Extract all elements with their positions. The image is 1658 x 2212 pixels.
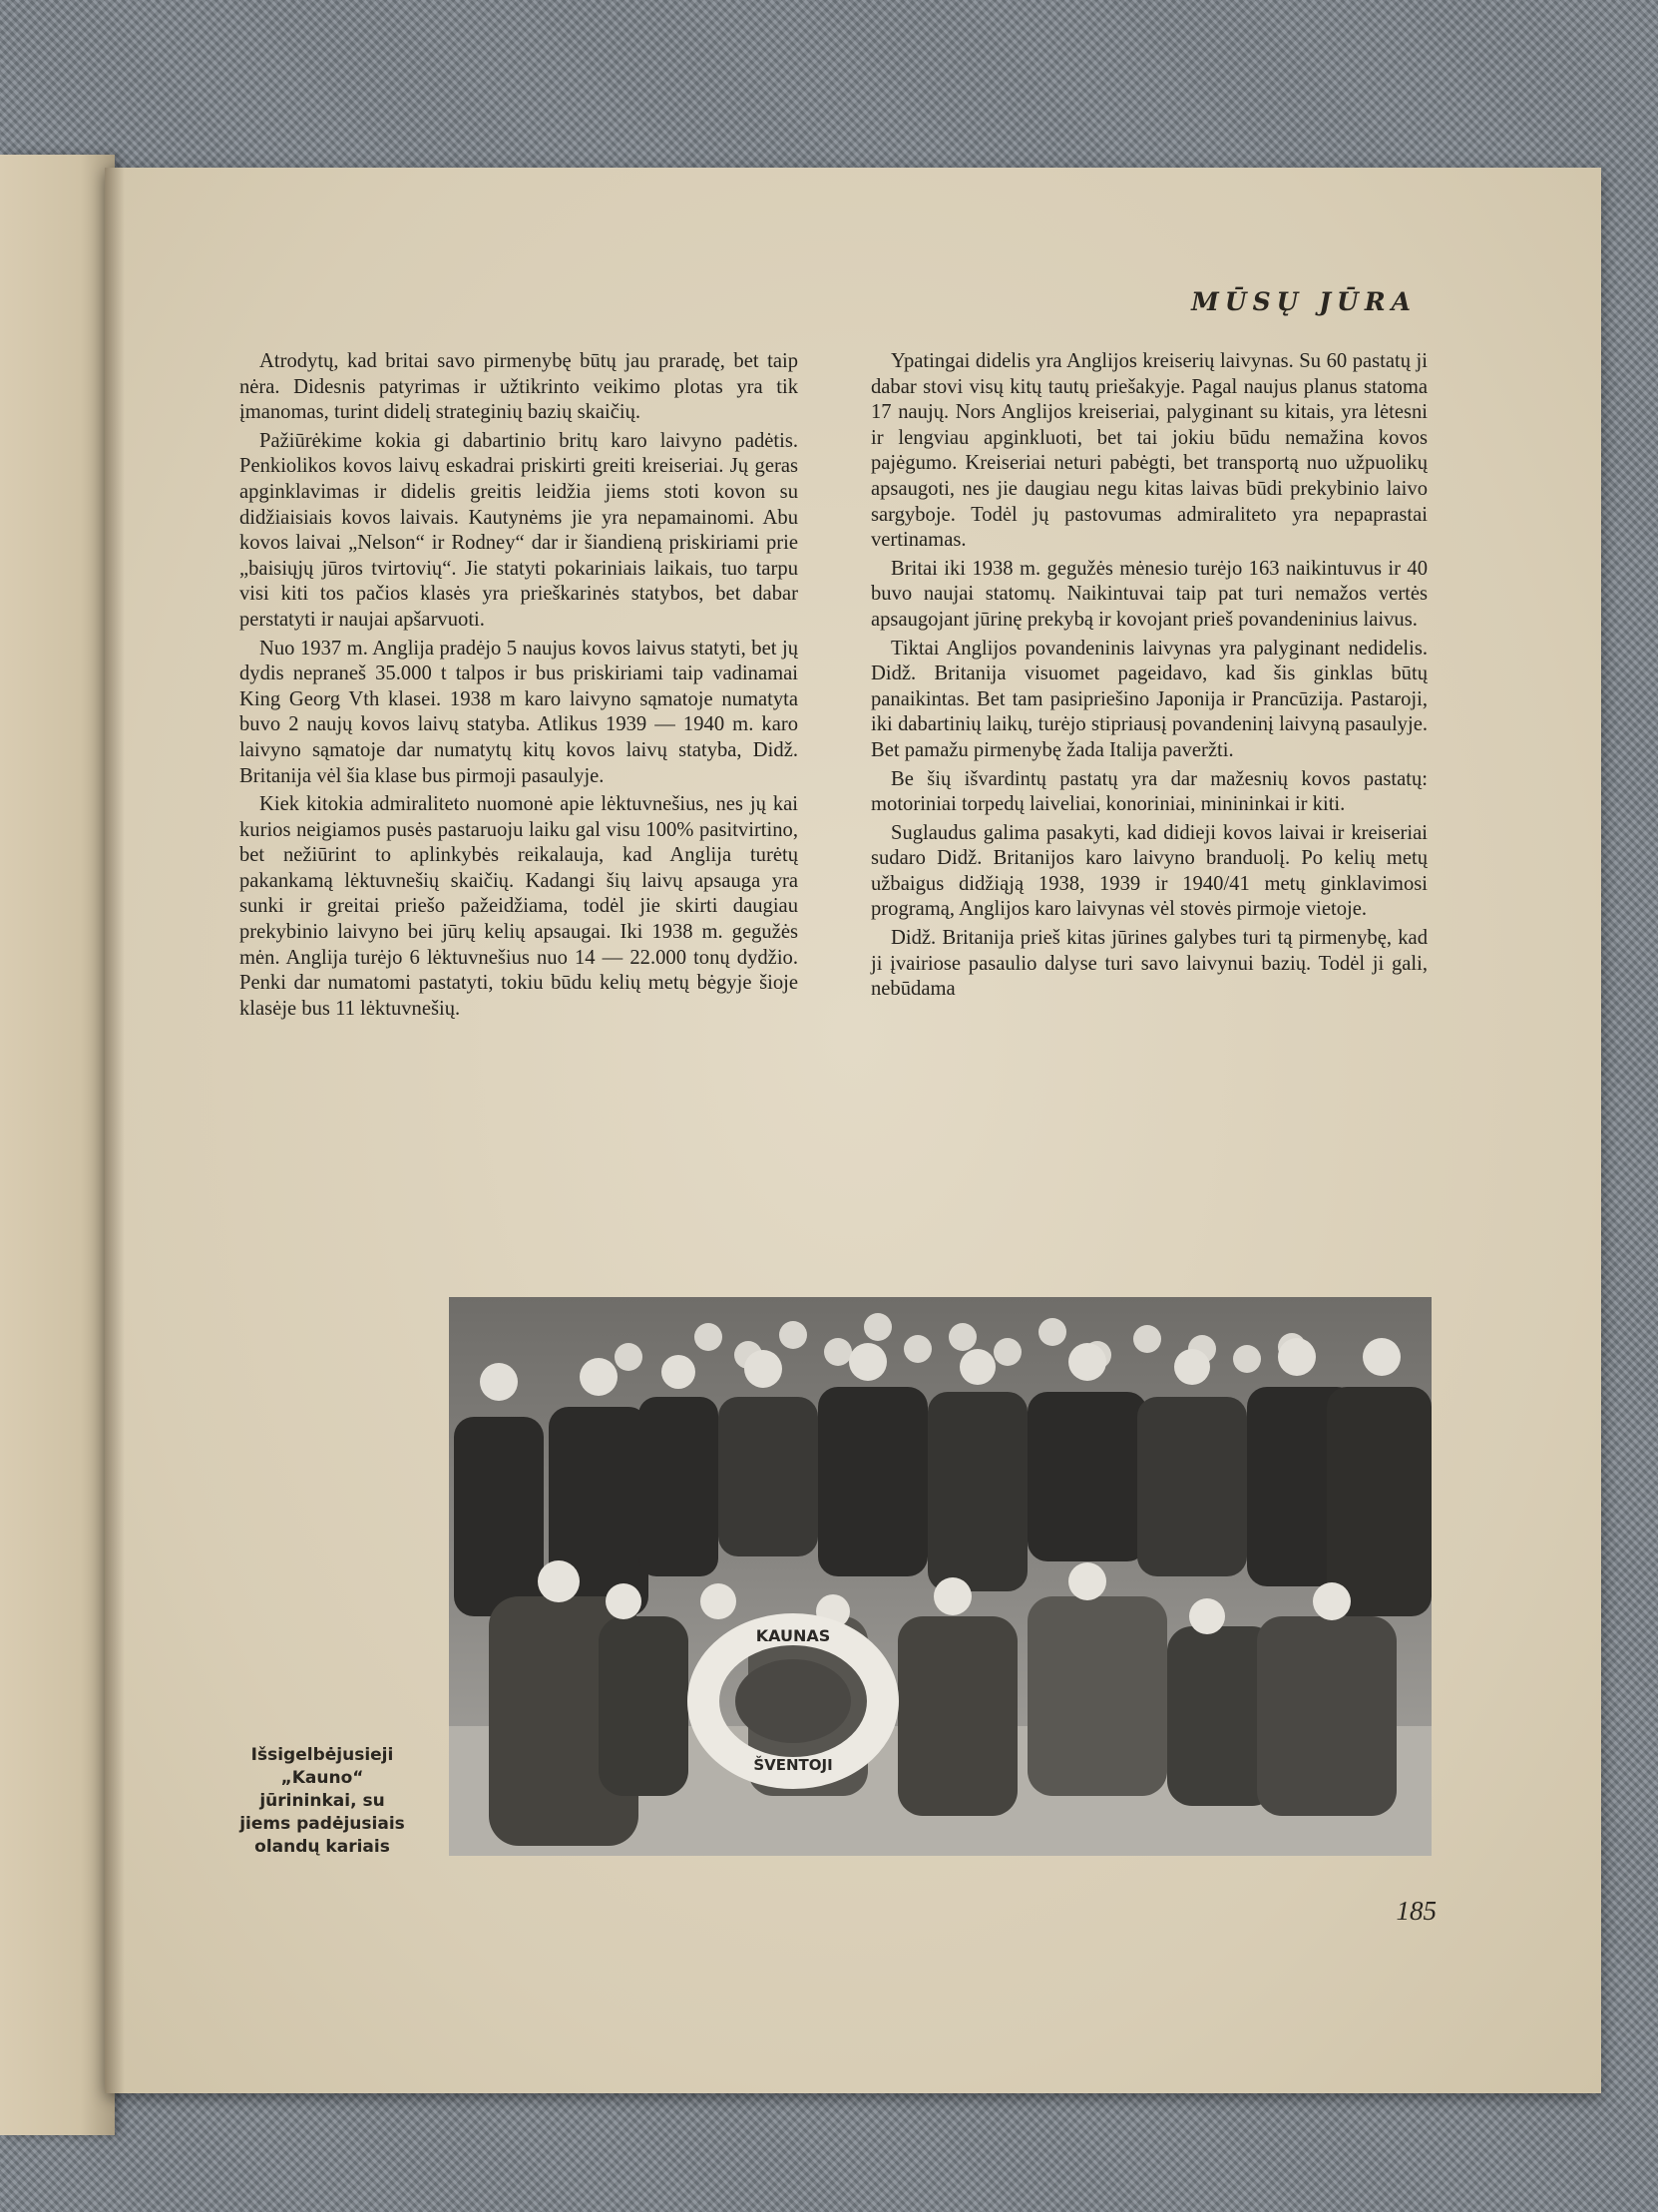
facing-page-edge: [0, 155, 115, 2135]
paragraph: Tiktai Anglijos povandeninis laivynas yra palyginant nedidelis. Didž. Britanija visuomet pageidavo, kad šis ginklas būtų panaikintas. Bet tam pasipriešino Japonija ir Prancūzija. Pastaroji, iki dabartinių laikų, turėjo stipriausį povandeninį laivyną pasaulyje. Bet pamažu pirmenybę žada Italija paveržti.: [871, 637, 1428, 761]
page-gutter-shadow: [105, 168, 125, 2093]
page-number: 185: [1396, 1896, 1437, 1926]
paragraph: Ypatingai didelis yra Anglijos kreiserių laivynas. Su 60 pastatų ji dabar stovi visų kitų tautų priešakyje. Pagal naujus planus statoma 17 naujų. Nors Anglijos kreiseriai, palyginant su kitais, yra lėtesni ir lengviau apginkluoti, bet tai jokiu būdu nemažina kovos pajėgumo. Kreiseriai neturi pabėgti, bet transportą nuo užpuolikų apsaugoti, nes jie daugiau negu kitas laivas būdi prekybinio laivo sargyboje. Todėl jų pastovumas admiraliteto yra nepaprastai vertinamas.: [871, 350, 1428, 552]
paragraph: Be šių išvardintų pastatų yra dar mažesnių kovos pastatų: motoriniai torpedų laiveliai, konoriniai, minininkai ir kiti.: [871, 767, 1428, 816]
lifebuoy-label-top: KAUNAS: [755, 1626, 831, 1645]
paragraph: Suglaudus galima pasakyti, kad didieji kovos laivai ir kreiseriai sudaro Didž. Britanijos karo laivyno branduolį. Po kelių metų užbaigus didžiąją 1938, 1939 ir 1940/41 metų ginklavimosi programą, Anglijos karo laivynas vėl stovės pirmoje vietoje.: [871, 821, 1428, 921]
left-text-column: [239, 349, 798, 1267]
photo-caption: Išsigelbėjusieji „Kauno“ jūrininkai, su jiems padėjusiais olandų kariais: [239, 1745, 405, 1857]
paragraph: Kiek kitokia admiraliteto nuomonė apie lėktuvnešius, nes jų kai kurios neigiamos pusės pastaruoju laiku gal visu 100% pasitvirtino, bet nežiūrint to aplinkybės reikalauja, kad Anglija turėtų pakankamą lėktuvnešių skaičių. Kadangi šių laivų apsauga yra sunki ir greitai priešo pažeidžiama, todėl jie skirti daugiau prekybinio laivyno bei jūrų kelių apsaugai. Iki 1938 m. gegužės mėn. Anglija turėjo 6 lėktuvnešius nuo 14 — 22.000 tonų dydžio. Penki dar numatomi pastatyti, tokiu būdu kelių metų bėgyje šioje klasėje bus 11 lėktuvnešių.: [239, 793, 798, 1020]
paragraph: Didž. Britanija prieš kitas jūrines galybes turi tą pirmenybę, kad ji įvairiose pasaulio dalyse turi savo laivynui bazių. Todėl ji gali, nebūdama: [871, 927, 1428, 1001]
group-photo: [449, 1297, 1432, 1856]
lifebuoy-label-bottom: ŠVENTOJI: [753, 1756, 833, 1774]
paragraph: Atrodytų, kad britai savo pirmenybę būtų jau praradę, bet taip nėra. Didesnis patyrimas ir užtikrinto veikimo plotas yra tik įmanomas, turint didelį strateginių bazių skaičių.: [239, 350, 798, 424]
running-header: MŪSŲ JŪRA: [1191, 287, 1417, 316]
paragraph: Nuo 1937 m. Anglija pradėjo 5 naujus kovos laivus statyti, bet jų dydis nepraneš 35.000 t talpos ir bus priskiriami taip vadinamai King Georg Vth klasei. 1938 m karo laivyno sąmatoje numatyta buvo 2 naujų kovos laivų statyba. Atlikus 1939 — 1940 m. karo laivyno sąmatoje dar numatytų kitų kovos laivų statyba, Didž. Britanija vėl šia klase bus pirmoji pasaulyje.: [239, 637, 798, 787]
paragraph: Britai iki 1938 m. gegužės mėnesio turėjo 163 naikintuvus ir 40 buvo naujai statomų. Naikintuvai taip pat turi nemažos vertės apsaugojant jūrinę prekybą ir kovojant prieš povandeninius laivus.: [871, 557, 1428, 631]
right-text-column: [871, 349, 1428, 1267]
group-photo-illustration: [449, 1297, 1432, 1856]
paragraph: Pažiūrėkime kokia gi dabartinio britų karo laivyno padėtis. Penkiolikos kovos laivų eskadrai priskirti greiti kreiseriai. Jų geras apginklavimas ir didelis greitis leidžia jiems stoti kovon su didžiaisiais kovos laivais. Kautynėms jie yra nepamainomi. Abu kovos laivai „Nelson“ ir Rodney“ dar ir šiandieną priskiriami prie „baisiųjų jūros tvirtovių“. Jie statyti pokariniais laikais, tuo tarpu visi kiti tos pačios klasės yra prieškarinės statybos, bet dabar perstatyti ir naujai apšarvuoti.: [239, 429, 798, 631]
